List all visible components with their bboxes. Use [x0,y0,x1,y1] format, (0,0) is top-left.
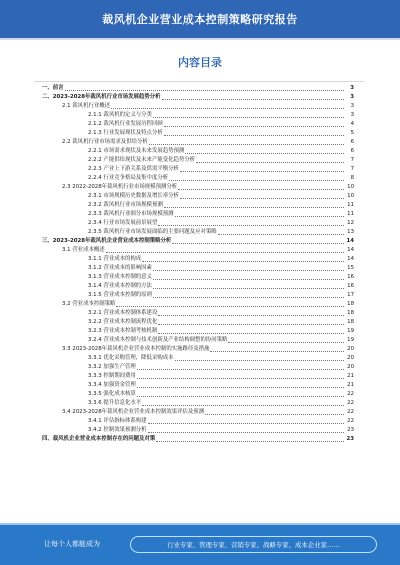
toc-entry[interactable] [34,120,354,129]
toc-leader-dots [153,269,344,271]
toc-entry-page: 16 [347,283,354,289]
toc-entry[interactable] [34,111,354,120]
toc-entry[interactable] [34,390,354,399]
toc-entry-page: 8 [350,175,354,181]
toc-entry-page: 21 [347,382,354,388]
toc-leader-dots [185,152,344,154]
toc-entry-label: 3.1.4 营业成本控制的方法 [88,283,152,289]
table-of-contents [34,84,354,444]
toc-entry-page: 3 [350,112,354,118]
toc-leader-dots [205,413,344,415]
toc-entry-label: 3.3.6 提升信息化水平 [88,400,142,406]
toc-entry[interactable] [34,129,354,138]
toc-entry-page: 10 [347,193,354,199]
toc-entry-page: 13 [347,229,354,235]
toc-entry-page: 14 [346,238,354,244]
toc-entry-label: 3.1.1 营业成本的构成 [88,256,142,262]
toc-entry-label: 3.1.5 营业成本控制的原则 [88,292,152,298]
toc-entry[interactable] [34,93,354,102]
toc-leader-dots [180,170,344,172]
toc-entry[interactable] [34,345,354,354]
footer-banner [0,525,400,565]
toc-entry[interactable] [34,84,354,93]
toc-entry[interactable] [34,228,354,237]
toc-entry[interactable] [34,408,354,417]
toc-entry-page: 23 [346,436,354,442]
toc-entry[interactable] [34,255,354,264]
toc-entry-page: 10 [347,184,354,190]
toc-entry[interactable] [34,201,354,210]
toc-leader-dots [142,404,344,406]
toc-entry-label: 二、2023-2028年裁风机行业市场发展趋势分析 [42,94,161,100]
toc-entry-label: 2.3 2022-2028年裁风机行业市场规模预测分析 [62,184,178,190]
toc-entry-page: 20 [347,355,354,361]
toc-entry-page: 4 [350,121,354,127]
toc-leader-dots [153,116,344,118]
toc-entry-label: 2.1.1 裁风机的定义与分类 [88,112,152,118]
toc-entry-label: 2.1.3 行业发展现状及特点分析 [88,130,163,136]
toc-entry-label: 2.2.1 市场需求现状及未来发展趋势预测 [88,148,185,154]
toc-leader-dots [158,224,344,226]
toc-entry[interactable] [34,246,354,255]
toc-entry[interactable] [34,147,354,156]
toc-entry-label: 一、前言 [42,85,64,91]
toc-leader-dots [142,260,344,262]
toc-leader-dots [111,107,344,109]
toc-leader-dots [137,386,344,388]
toc-leader-dots [65,89,344,91]
toc-entry-label: 3.3.4 加强资金管理 [88,382,136,388]
toc-entry[interactable] [34,183,354,192]
toc-leader-dots [196,161,344,163]
toc-entry[interactable] [34,309,354,318]
toc-leader-dots [153,278,344,280]
toc-entry-label: 三、2023-2028年裁风机企业营业成本控制策略分析 [42,238,172,244]
toc-entry-page: 20 [347,364,354,370]
toc-divider [34,81,364,82]
toc-entry[interactable] [34,399,354,408]
toc-entry-label: 3.3.5 强化成本核算 [88,391,136,397]
toc-entry-page: 21 [347,373,354,379]
toc-entry-label: 2.2.4 行业竞争格局及集中度分析 [88,175,169,181]
toc-leader-dots [178,188,344,190]
toc-entry-label: 2.2.2 产能供给现状及未来产能变化趋势分析 [88,157,196,163]
toc-entry-label: 3.2.1 营业成本控制体系建设 [88,310,158,316]
toc-leader-dots [210,350,344,352]
toc-entry-page: 18 [347,310,354,316]
toc-entry[interactable] [34,291,354,300]
toc-entry-label: 3.3.3 控制期间费用 [88,373,136,379]
toc-entry-page: 5 [350,130,354,136]
toc-leader-dots [162,98,345,100]
toc-entry-label: 2.1 裁风机行业概述 [62,103,111,109]
toc-entry[interactable] [34,174,354,183]
toc-entry-label: 四、裁风机企业营业成本控制存在的问题及对策 [42,436,156,442]
toc-entry-page: 22 [347,409,354,415]
toc-leader-dots [175,359,344,361]
toc-heading: 内容目录 [178,56,222,69]
toc-entry-label: 3.1.3 营业成本控制的意义 [88,274,152,280]
toc-entry-label: 2.1.2 裁风机行业发展历程回顾 [88,121,163,127]
toc-entry-label: 2.3.5 裁风机行业市场发展面临的主要问题及应对策略 [88,229,217,235]
toc-entry[interactable] [34,237,354,246]
toc-leader-dots [153,296,344,298]
toc-entry[interactable] [34,363,354,372]
toc-entry-label: 3.1.2 营业成本的影响因素 [88,265,152,271]
toc-entry-page: 3 [350,85,354,91]
toc-entry-page: 11 [347,202,354,208]
toc-leader-dots [137,368,344,370]
toc-leader-dots [106,251,344,253]
toc-leader-dots [158,332,344,334]
toc-leader-dots [172,242,344,244]
toc-entry-page: 18 [347,319,354,325]
toc-entry-page: 22 [347,391,354,397]
footer-roles-box [130,536,377,553]
toc-entry[interactable] [34,372,354,381]
toc-leader-dots [180,197,344,199]
toc-entry-page: 3 [350,103,354,109]
toc-entry-page: 11 [347,211,354,217]
toc-entry[interactable] [34,282,354,291]
toc-entry-label: 3.2.2 营业成本控制流程优化 [88,319,158,325]
toc-entry-label: 2.2.3 产业上下游关系及供需平衡分析 [88,166,179,172]
toc-entry-page: 22 [347,400,354,406]
toc-entry-page: 7 [350,166,354,172]
report-title: 裁风机企业营业成本控制策略研究报告 [102,13,298,26]
toc-entry[interactable] [34,435,354,444]
toc-entry[interactable] [34,426,354,435]
toc-entry-page: 15 [347,265,354,271]
toc-entry-page: 23 [347,427,354,433]
toc-leader-dots [137,395,344,397]
toc-leader-dots [137,377,344,379]
toc-entry[interactable] [34,264,354,273]
toc-entry[interactable] [34,156,354,165]
toc-entry[interactable] [34,381,354,390]
toc-entry-page: 19 [347,337,354,343]
toc-entry-page: 17 [347,292,354,298]
toc-entry-page: 16 [347,274,354,280]
toc-entry[interactable] [34,327,354,336]
toc-entry[interactable] [34,192,354,201]
toc-entry-label: 3.2 营业成本控制策略 [62,301,116,307]
toc-entry-page: 12 [347,220,354,226]
toc-entry[interactable] [34,138,354,147]
toc-entry-page: 22 [347,418,354,424]
toc-entry-label: 2.3.2 裁风机行业市场规模预测 [88,202,163,208]
toc-entry[interactable] [34,219,354,228]
toc-entry-page: 19 [347,328,354,334]
toc-entry-page: 6 [350,148,354,154]
toc-entry[interactable] [34,102,354,111]
toc-entry-label: 3.4 2023-2028年裁风机企业营业成本控制效果评估及预测 [62,409,205,415]
toc-entry[interactable] [34,210,354,219]
toc-entry[interactable] [34,165,354,174]
toc-leader-dots [153,287,344,289]
toc-leader-dots [148,422,344,424]
report-header [0,0,400,38]
toc-leader-dots [164,125,344,127]
header-divider [0,38,400,40]
toc-leader-dots [149,143,344,145]
toc-entry[interactable] [34,417,354,426]
toc-leader-dots [158,323,344,325]
toc-entry-label: 2.3.3 裁风机行业细分市场规模预测 [88,211,174,217]
toc-leader-dots [169,179,344,181]
toc-leader-dots [116,305,344,307]
toc-entry-page: 20 [347,346,354,352]
toc-leader-dots [164,206,344,208]
toc-entry-label: 3.4.1 评估指标体系构建 [88,418,147,424]
toc-leader-dots [156,440,344,442]
toc-entry-label: 3.4.2 控制效果预测分析 [88,427,147,433]
toc-entry[interactable] [34,318,354,327]
toc-entry-page: 18 [347,301,354,307]
footer-slogan: 让每个人都能成为 [44,540,100,548]
toc-entry-page: 3 [350,94,354,100]
toc-entry-label: 3.2.4 营业成本控制与技术创新及产业结构调整的协同策略 [88,337,228,343]
toc-entry[interactable] [34,336,354,345]
toc-entry-label: 2.3.1 市场规模历史数据及增长率分析 [88,193,179,199]
toc-leader-dots [228,341,344,343]
toc-entry-label: 2.2 裁风机行业市场需求及供给分析 [62,139,148,145]
toc-entry-label: 3.3.2 加强生产管理 [88,364,136,370]
toc-entry-page: 14 [347,247,354,253]
toc-leader-dots [218,233,344,235]
toc-entry-label: 3.2.3 营业成本控制考核机制 [88,328,158,334]
toc-entry[interactable] [34,273,354,282]
toc-entry-label: 3.3 2023-2028年裁风机企业营业成本控制的实施路径及措施 [62,346,210,352]
toc-leader-dots [175,215,344,217]
toc-leader-dots [148,431,344,433]
toc-entry-label: 3.3.1 优化采购管理，降低采购成本 [88,355,174,361]
footer-roles: 行业专家、管理专家、营销专家、战略专家、成本企业家…… [167,541,340,549]
toc-entry-label: 3.1 营业成本概述 [62,247,105,253]
toc-entry[interactable] [34,300,354,309]
toc-entry-label: 2.3.4 行业市场发展前景展望 [88,220,158,226]
toc-leader-dots [158,314,344,316]
toc-entry[interactable] [34,354,354,363]
toc-entry-page: 7 [350,157,354,163]
toc-entry-page: 6 [350,139,354,145]
toc-leader-dots [164,134,344,136]
toc-entry-page: 14 [347,256,354,262]
